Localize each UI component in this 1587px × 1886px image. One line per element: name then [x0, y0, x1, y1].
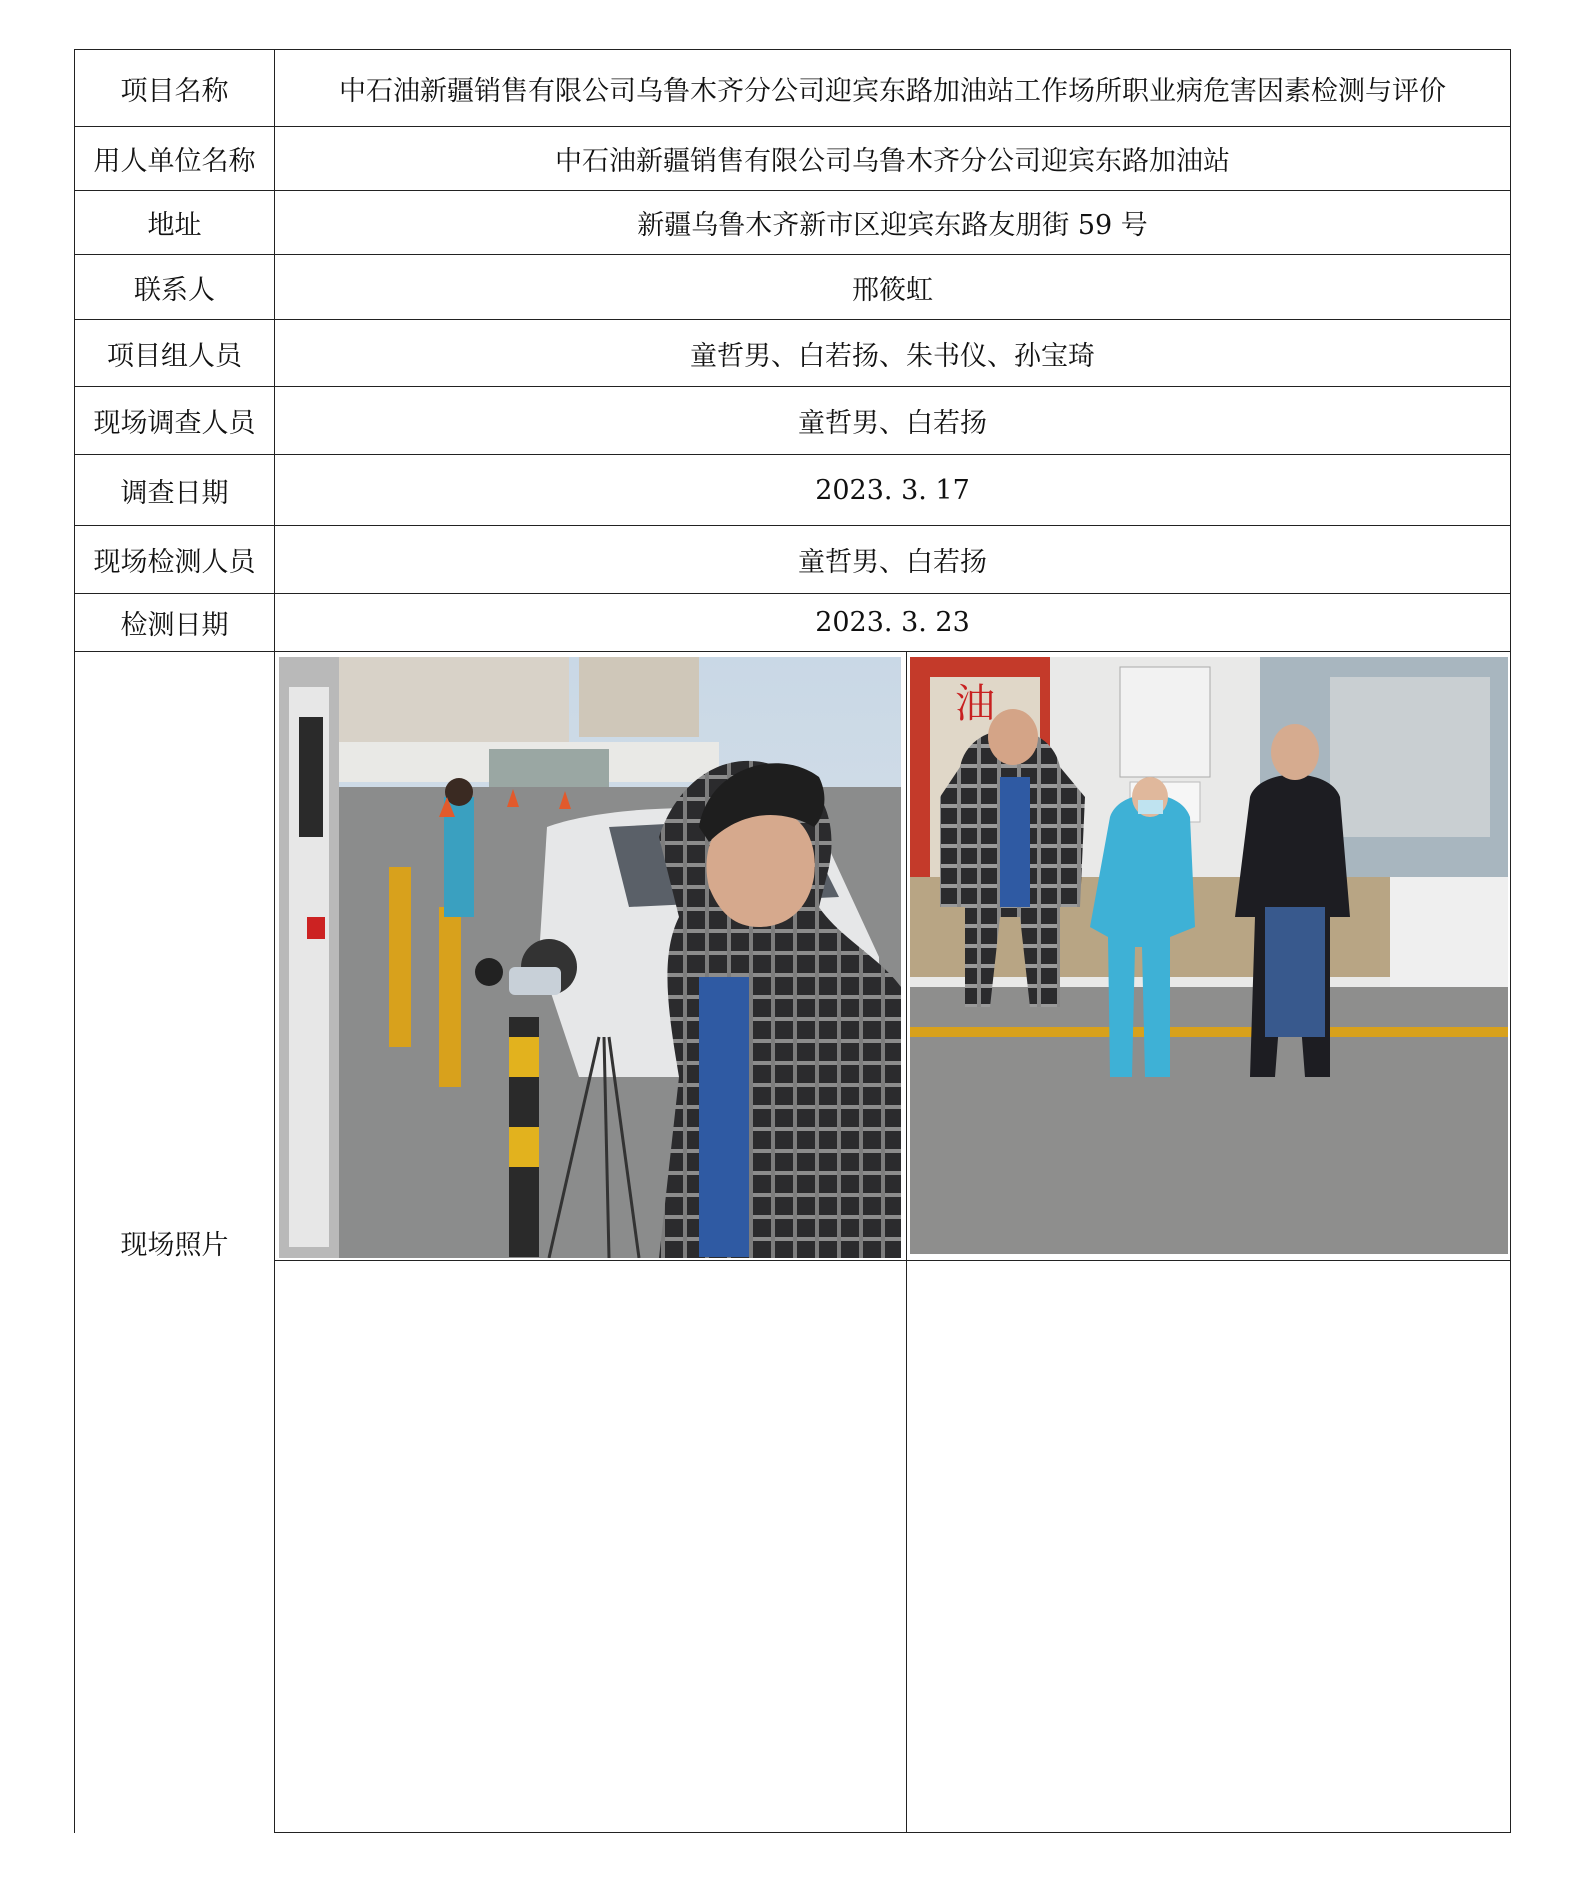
- table-row: [75, 127, 1511, 191]
- row-value: 邢筱虹: [275, 255, 1511, 320]
- table-row: [75, 455, 1511, 526]
- row-label: 联系人: [75, 255, 275, 320]
- row-value: 2023. 3. 23: [275, 594, 1511, 652]
- row-value: 童哲男、白若扬、朱书仪、孙宝琦: [275, 320, 1511, 387]
- photo-slot: [907, 652, 1511, 1261]
- table-row: [75, 191, 1511, 255]
- row-label: 用人单位名称: [75, 127, 275, 191]
- row-label: 项目名称: [75, 50, 275, 127]
- project-info-table: [74, 49, 1511, 1833]
- photo-grid: [275, 652, 1510, 1832]
- report-sheet: [74, 49, 1510, 1833]
- table-row: [75, 387, 1511, 455]
- row-label: 现场调查人员: [75, 387, 275, 455]
- photo-slot-empty: [275, 1261, 907, 1832]
- site-photo-staff-group: [910, 657, 1508, 1254]
- row-label: 现场检测人员: [75, 526, 275, 594]
- site-photo-noise-measurement: [279, 657, 901, 1258]
- row-label: 调查日期: [75, 455, 275, 526]
- row-label: 地址: [75, 191, 275, 255]
- table-row: [75, 526, 1511, 594]
- photos-label: 现场照片: [75, 652, 275, 1833]
- table-row: [75, 50, 1511, 127]
- row-value: 中石油新疆销售有限公司乌鲁木齐分公司迎宾东路加油站: [275, 127, 1511, 191]
- row-label: 检测日期: [75, 594, 275, 652]
- row-value: 新疆乌鲁木齐新市区迎宾东路友朋街 59 号: [275, 191, 1511, 255]
- sign-text: 油: [955, 681, 995, 727]
- photos-cell: [275, 652, 1511, 1833]
- row-value: 2023. 3. 17: [275, 455, 1511, 526]
- table-row: [75, 594, 1511, 652]
- photo-slot-empty: [907, 1261, 1511, 1832]
- table-row: [75, 320, 1511, 387]
- row-value: 童哲男、白若扬: [275, 387, 1511, 455]
- row-value: 童哲男、白若扬: [275, 526, 1511, 594]
- row-label: 项目组人员: [75, 320, 275, 387]
- row-value: 中石油新疆销售有限公司乌鲁木齐分公司迎宾东路加油站工作场所职业病危害因素检测与评价: [275, 50, 1511, 127]
- table-row: [75, 255, 1511, 320]
- photos-row: [75, 652, 1511, 1833]
- photo-slot: [275, 652, 907, 1261]
